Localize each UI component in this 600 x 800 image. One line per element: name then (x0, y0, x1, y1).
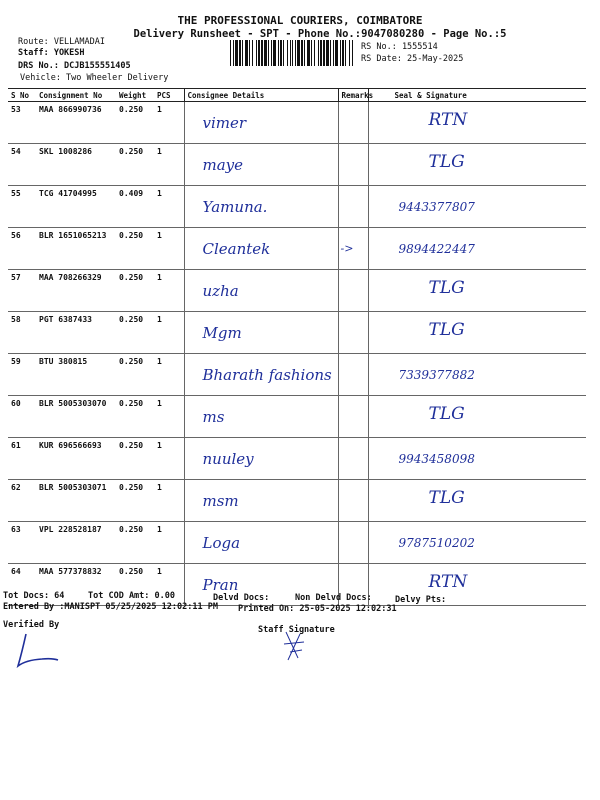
handwritten-signature: TLG (428, 278, 465, 298)
row-consignee (184, 270, 338, 312)
row-remarks (338, 228, 368, 270)
row-consignment-no: BLR 5005303070 (36, 396, 116, 438)
col-signature: Seal & Signature (368, 89, 586, 102)
row-signature (368, 396, 586, 438)
row-consignee (184, 312, 338, 354)
row-consignee (184, 354, 338, 396)
handwritten-signature: TLG (428, 488, 465, 508)
handwritten-signature: RTN (428, 110, 468, 130)
entered-by: Entered By :MANISPT 05/25/2025 12:02:11 PM (3, 602, 218, 612)
row-pcs: 1 (154, 396, 184, 438)
col-pcs: PCS (154, 89, 184, 102)
row-weight: 0.250 (116, 270, 154, 312)
row-pcs: 1 (154, 312, 184, 354)
handwritten-signature: 9894422447 (398, 242, 475, 256)
row-signature (368, 102, 586, 144)
total-cod: Tot COD Amt: 0.00 (88, 591, 175, 601)
barcode-bar (233, 40, 234, 66)
row-sno: 64 (8, 564, 36, 606)
row-signature (368, 270, 586, 312)
handwritten-consignee: nuuley (202, 450, 254, 468)
row-consignment-no: TCG 41704995 (36, 186, 116, 228)
barcode-bar (345, 40, 346, 66)
barcode-bar (318, 40, 319, 66)
col-remarks: Remarks (338, 89, 368, 102)
barcode-bar (249, 40, 250, 66)
row-consignment-no: MAA 708266329 (36, 270, 116, 312)
table-row (8, 480, 586, 522)
table-row (8, 522, 586, 564)
barcode-bar (340, 40, 341, 66)
table-row (8, 438, 586, 480)
barcode-bar (271, 40, 272, 66)
barcode-bar (280, 40, 282, 66)
barcode-bar (320, 40, 322, 66)
barcode-bar (278, 40, 279, 66)
handwritten-consignee: Mgm (202, 324, 242, 342)
staff-signature-label: Staff Signature (258, 625, 335, 635)
barcode-bar (239, 40, 241, 66)
barcode-bar (292, 40, 293, 66)
barcode-bar (314, 40, 315, 66)
row-signature (368, 354, 586, 396)
handwritten-remark: -> (340, 242, 354, 255)
barcode-bar (283, 40, 284, 66)
row-weight: 0.250 (116, 480, 154, 522)
row-sno: 53 (8, 102, 36, 144)
row-weight: 0.250 (116, 354, 154, 396)
barcode-bar (333, 40, 334, 66)
col-consignment: Consignment No (36, 89, 116, 102)
row-consignee (184, 438, 338, 480)
row-sno: 55 (8, 186, 36, 228)
row-remarks (338, 396, 368, 438)
row-pcs: 1 (154, 102, 184, 144)
barcode-bar (304, 40, 305, 66)
barcode-bar (242, 40, 243, 66)
rs-number: RS No.: 1555514 (361, 42, 438, 52)
barcode-bar (352, 40, 353, 66)
row-remarks (338, 438, 368, 480)
barcode-bar (295, 40, 296, 66)
runsheet-title: Delivery Runsheet - SPT - Phone No.:9047080280 - Page No.:5 (133, 28, 507, 40)
barcode-bar (258, 40, 260, 66)
company-name: THE PROFESSIONAL COURIERS, COIMBATORE (177, 14, 423, 27)
barcode-bar (252, 40, 253, 66)
handwritten-consignee: Pran (202, 576, 239, 594)
handwritten-consignee: Bharath fashions (202, 366, 332, 384)
barcode-bar (273, 40, 276, 66)
handwritten-signature: 9787510202 (398, 536, 475, 550)
table-row (8, 228, 586, 270)
table-row (8, 186, 586, 228)
table-row (8, 312, 586, 354)
handwritten-signature: TLG (428, 320, 465, 340)
handwritten-signature: 9943458098 (398, 452, 475, 466)
row-weight: 0.250 (116, 522, 154, 564)
row-remarks (338, 312, 368, 354)
row-consignment-no: BTU 380815 (36, 354, 116, 396)
barcode-bar (261, 40, 263, 66)
row-weight: 0.250 (116, 102, 154, 144)
barcode-bar (330, 40, 331, 66)
row-weight: 0.250 (116, 396, 154, 438)
printed-on: Printed On: 25-05-2025 12:02:31 (238, 604, 397, 614)
rs-date: RS Date: 25-May-2025 (361, 54, 464, 64)
row-signature (368, 438, 586, 480)
handwritten-signature: TLG (428, 152, 465, 172)
staff-signature-mark (280, 628, 310, 664)
handwritten-signature: 7339377882 (398, 368, 475, 382)
barcode-bar (301, 40, 303, 66)
row-weight: 0.250 (116, 312, 154, 354)
col-consignee: Consignee Details (184, 89, 338, 102)
verified-by-label: Verified By (3, 620, 60, 630)
row-consignment-no: MAA 577378832 (36, 564, 116, 606)
row-signature (368, 312, 586, 354)
barcode-bar (311, 40, 312, 66)
row-signature (368, 522, 586, 564)
handwritten-consignee: msm (202, 492, 239, 510)
row-remarks (338, 354, 368, 396)
row-consignment-no: BLR 1651065213 (36, 228, 116, 270)
runsheet-table (8, 88, 586, 606)
handwritten-consignee: Cleantek (202, 240, 271, 258)
row-remarks (338, 186, 368, 228)
barcode-bar (264, 40, 267, 66)
row-consignee (184, 186, 338, 228)
handwritten-consignee: uzha (202, 282, 239, 300)
row-pcs: 1 (154, 228, 184, 270)
barcode-bar (245, 40, 248, 66)
barcode-bar (230, 40, 231, 66)
handwritten-consignee: maye (202, 156, 244, 174)
route-label: Route: VELLAMADAI (18, 37, 105, 47)
row-sno: 63 (8, 522, 36, 564)
table-row (8, 396, 586, 438)
staff-label: Staff: YOKESH (18, 48, 85, 58)
row-pcs: 1 (154, 522, 184, 564)
delivered-docs: Delvd Docs: (213, 593, 270, 603)
table-header-row (8, 89, 586, 102)
barcode-bar (256, 40, 257, 66)
row-sno: 62 (8, 480, 36, 522)
row-sno: 58 (8, 312, 36, 354)
row-sno: 61 (8, 438, 36, 480)
barcode-bar (342, 40, 344, 66)
row-consignee (184, 228, 338, 270)
col-weight: Weight (116, 89, 154, 102)
handwritten-consignee: ms (202, 408, 225, 426)
row-consignee (184, 144, 338, 186)
table-row (8, 102, 586, 144)
row-remarks (338, 480, 368, 522)
barcode-bar (335, 40, 338, 66)
row-pcs: 1 (154, 270, 184, 312)
handwritten-consignee: Loga (202, 534, 241, 552)
barcode-bar (235, 40, 238, 66)
verifier-signature (14, 632, 74, 672)
vehicle-label: Vehicle: Two Wheeler Delivery (20, 73, 169, 83)
row-signature (368, 144, 586, 186)
handwritten-signature: RTN (428, 572, 468, 592)
row-remarks (338, 102, 368, 144)
row-consignment-no: KUR 696566693 (36, 438, 116, 480)
handwritten-consignee: Yamuna. (202, 198, 268, 216)
row-remarks (338, 522, 368, 564)
row-sno: 57 (8, 270, 36, 312)
row-pcs: 1 (154, 438, 184, 480)
row-weight: 0.250 (116, 438, 154, 480)
barcode-bar (290, 40, 291, 66)
row-weight: 0.250 (116, 564, 154, 606)
row-pcs: 1 (154, 354, 184, 396)
barcode-bar (287, 40, 288, 66)
row-consignee (184, 396, 338, 438)
row-remarks (338, 144, 368, 186)
total-docs: Tot Docs: 64 (3, 591, 65, 601)
row-consignee (184, 480, 338, 522)
barcode-bar (323, 40, 325, 66)
row-consignment-no: SKL 1008286 (36, 144, 116, 186)
table-row (8, 270, 586, 312)
row-pcs: 1 (154, 186, 184, 228)
row-sno: 59 (8, 354, 36, 396)
delivery-points: Delvy Pts: (395, 595, 447, 605)
row-signature (368, 480, 586, 522)
table-row (8, 354, 586, 396)
row-sno: 54 (8, 144, 36, 186)
barcode-bar (268, 40, 269, 66)
row-consignment-no: BLR 5005303071 (36, 480, 116, 522)
row-weight: 0.250 (116, 144, 154, 186)
row-consignment-no: MAA 866990736 (36, 102, 116, 144)
barcode-bar (349, 40, 350, 66)
row-pcs: 1 (154, 564, 184, 606)
col-sno: S No (8, 89, 36, 102)
table-row (8, 144, 586, 186)
row-sno: 56 (8, 228, 36, 270)
row-pcs: 1 (154, 480, 184, 522)
barcode-bar (326, 40, 329, 66)
row-pcs: 1 (154, 144, 184, 186)
non-delivered-docs: Non Delvd Docs: (295, 593, 372, 603)
row-signature (368, 186, 586, 228)
handwritten-consignee: vimer (202, 114, 247, 132)
barcode-bar (307, 40, 310, 66)
barcode (230, 40, 355, 66)
drs-number: DRS No.: DCJB155551405 (18, 61, 131, 71)
row-remarks (338, 270, 368, 312)
barcode-bar (297, 40, 300, 66)
handwritten-signature: TLG (428, 404, 465, 424)
row-consignment-no: VPL 228528187 (36, 522, 116, 564)
row-signature (368, 228, 586, 270)
row-consignee (184, 102, 338, 144)
row-weight: 0.250 (116, 228, 154, 270)
row-consignment-no: PGT 6387433 (36, 312, 116, 354)
handwritten-signature: 9443377807 (398, 200, 475, 214)
row-consignee (184, 522, 338, 564)
row-sno: 60 (8, 396, 36, 438)
row-weight: 0.409 (116, 186, 154, 228)
